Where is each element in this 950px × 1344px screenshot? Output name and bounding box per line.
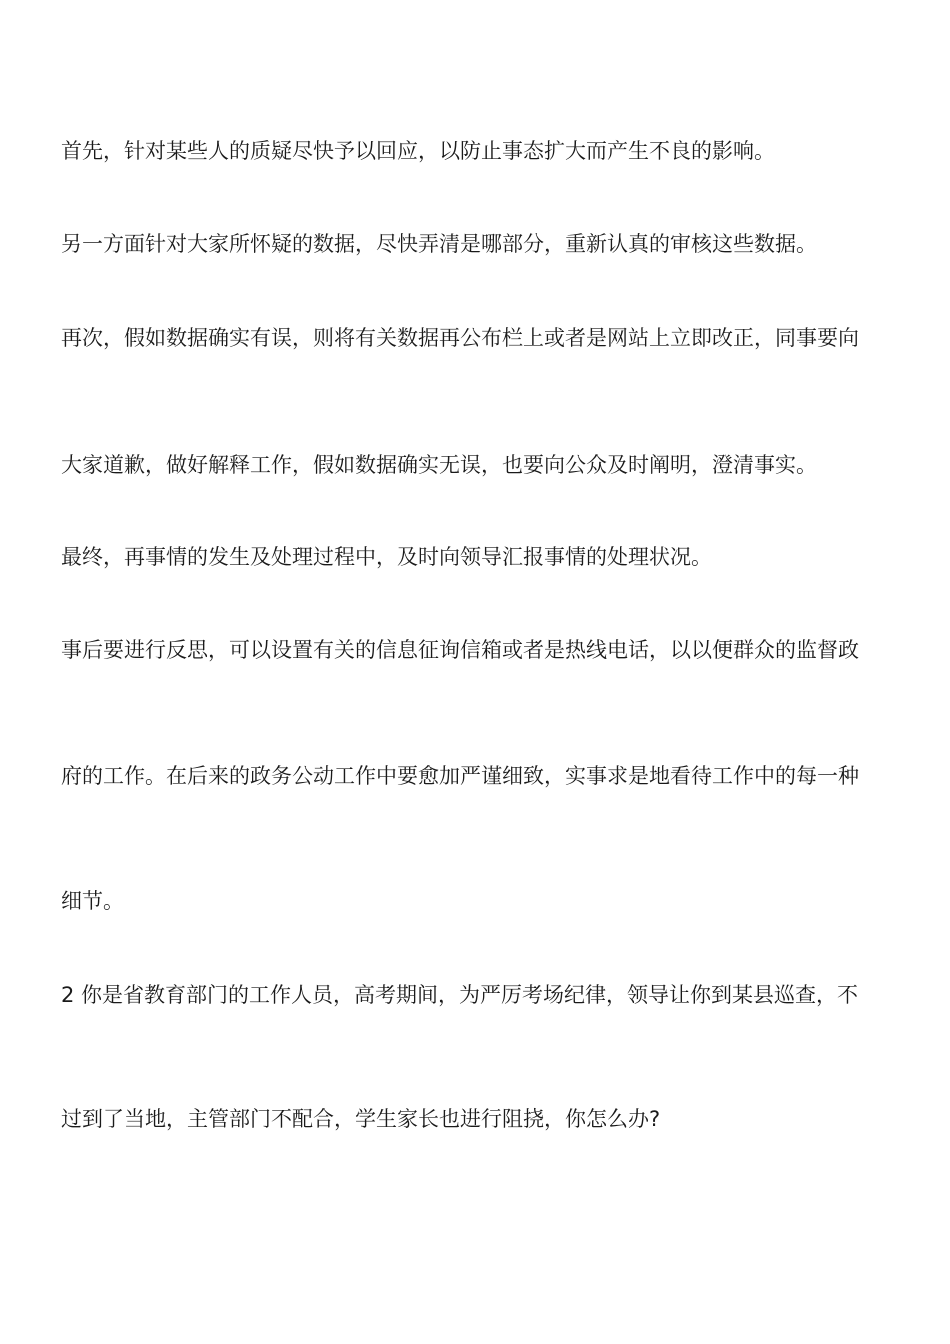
paragraph-line-rigorous: 府的工作。在后来的政务公动工作中要愈加严谨细致，实事求是地看待工作中的每一种 xyxy=(61,764,859,788)
paragraph-line-reflect: 事后要进行反思，可以设置有关的信息征询信箱或者是热线电话，以以便群众的监督政 xyxy=(61,638,859,662)
paragraph-line-details: 细节。 xyxy=(61,889,124,913)
paragraph-line-apologize: 大家道歉，做好解释工作，假如数据确实无误，也要向公众及时阐明，澄清事实。 xyxy=(61,453,817,477)
question-line-2-part-1: 2 你是省教育部门的工作人员，高考期间，为严厉考场纪律，领导让你到某县巡查，不 xyxy=(61,983,859,1007)
paragraph-line-respond: 首先，针对某些人的质疑尽快予以回应，以防止事态扩大而产生不良的影响。 xyxy=(61,139,775,163)
question-line-2-part-2: 过到了当地，主管部门不配合，学生家长也进行阻挠，你怎么办? xyxy=(61,1107,661,1131)
paragraph-line-verify-data: 另一方面针对大家所怀疑的数据，尽快弄清是哪部分，重新认真的审核这些数据。 xyxy=(61,232,817,256)
paragraph-line-correct-errors: 再次，假如数据确实有误，则将有关数据再公布栏上或者是网站上立即改正，同事要向 xyxy=(61,326,859,350)
paragraph-line-report: 最终，再事情的发生及处理过程中，及时向领导汇报事情的处理状况。 xyxy=(61,545,712,569)
